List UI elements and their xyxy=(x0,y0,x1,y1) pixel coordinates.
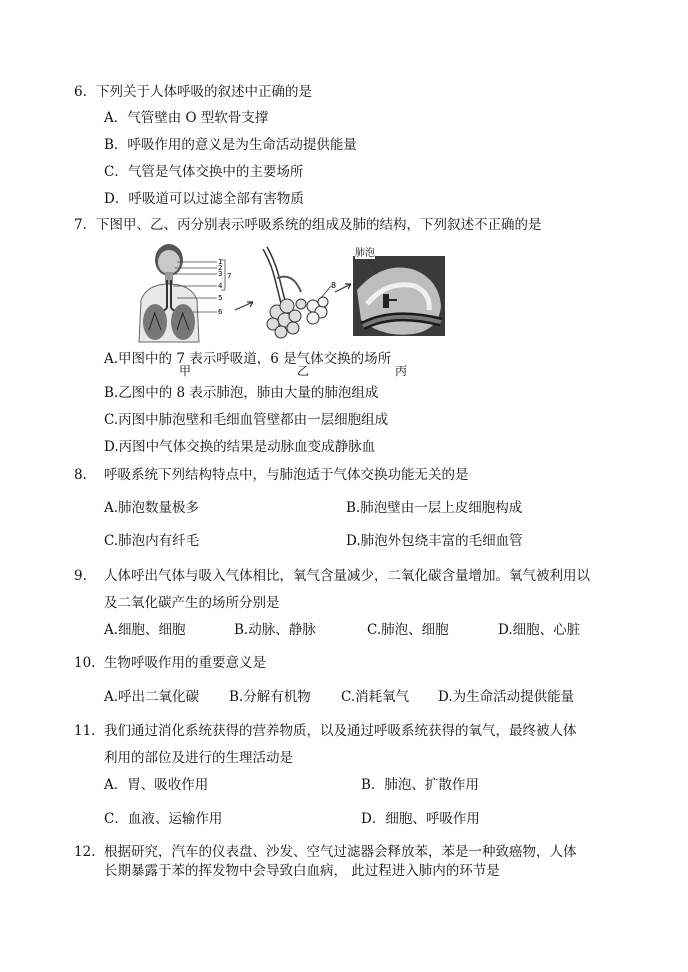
callout-8: 8 xyxy=(331,281,337,290)
question-11-option-a: A．胃、吸收作用 xyxy=(104,777,209,793)
question-12-stem-line-2: 长期暴露于苯的挥发物中会导致白血病， 此过程进入肺内的环节是 xyxy=(104,863,500,879)
question-8-stem: 呼吸系统下列结构特点中，与肺泡适于气体交换功能无关的是 xyxy=(104,467,469,483)
question-11-option-c: C．血液、运输作用 xyxy=(104,811,223,827)
callout-2: 2 xyxy=(218,264,223,272)
question-9-option-d: D.细胞、心脏 xyxy=(498,622,581,638)
question-11-stem-line-2: 利用的部位及进行的生理活动是 xyxy=(104,750,293,766)
question-6-stem: 下列关于人体呼吸的叙述中正确的是 xyxy=(96,84,312,100)
question-10-number: 10. xyxy=(74,655,96,671)
question-11-number: 11. xyxy=(74,723,96,739)
question-9-number: 9. xyxy=(74,568,87,584)
figure-jia-respiratory-system xyxy=(137,242,237,360)
question-8-number: 8. xyxy=(74,467,87,483)
question-9-stem-line-1: 人体呼出气体与吸入气体相比，氧气含量减少，二氧化碳含量增加。氧气被利用以 xyxy=(104,568,590,584)
question-7-option-d: D.丙图中气体交换的结果是动脉血变成静脉血 xyxy=(104,439,376,455)
question-8-option-d: D.肺泡外包绕丰富的毛细血管 xyxy=(346,533,523,549)
figure-yi-alveoli xyxy=(257,242,347,360)
question-9-option-a: A.细胞、细胞 xyxy=(104,622,186,638)
question-10-option-d: D.为生命活动提供能量 xyxy=(438,689,575,705)
question-10-option-c: C.消耗氧气 xyxy=(341,689,410,705)
question-10-option-b: B.分解有机物 xyxy=(229,689,311,705)
question-11-option-b: B．肺泡、扩散作用 xyxy=(361,777,479,793)
arrow-icon xyxy=(233,298,259,314)
question-7-option-c: C.丙图中肺泡壁和毛细血管壁都由一层细胞组成 xyxy=(104,412,389,428)
question-7-option-a: A.甲图中的 7 表示呼吸道，6 是气体交换的场所 xyxy=(104,351,392,367)
question-7-number: 7. xyxy=(74,217,87,233)
figure-label-bing: 丙 xyxy=(395,364,408,378)
question-10-stem: 生物呼吸作用的重要意义是 xyxy=(104,655,266,671)
question-11-option-d: D．细胞、呼吸作用 xyxy=(361,811,480,827)
question-10-option-a: A.呼出二氧化碳 xyxy=(104,689,200,705)
callout-alveolus: 肺泡 xyxy=(355,248,375,259)
question-6-option-a: A．气管壁由 O 型软骨支撑 xyxy=(104,110,269,126)
callout-5: 5 xyxy=(218,294,223,302)
callout-6: 6 xyxy=(218,308,223,316)
callout-1: 1 xyxy=(218,258,223,266)
question-8-option-a: A.肺泡数量极多 xyxy=(104,500,200,516)
question-8-option-b: B.肺泡壁由一层上皮细胞构成 xyxy=(346,500,523,516)
question-8-option-c: C.肺泡内有纤毛 xyxy=(104,533,200,549)
figure-label-jia: 甲 xyxy=(179,364,192,378)
question-6-option-b: B．呼吸作用的意义是为生命活动提供能量 xyxy=(104,137,357,153)
figure-label-yi: 乙 xyxy=(297,364,310,378)
question-7-stem: 下图甲、乙、丙分别表示呼吸系统的组成及肺的结构，下列叙述不正确的是 xyxy=(96,217,542,233)
figure-bing-gas-exchange xyxy=(353,250,445,360)
question-11-stem-line-1: 我们通过消化系统获得的营养物质，以及通过呼吸系统获得的氧气，最终被人体 xyxy=(104,723,577,739)
question-9-option-b: B.动脉、静脉 xyxy=(234,622,316,638)
callout-3: 3 xyxy=(218,270,223,278)
question-9-option-c: C.肺泡、细胞 xyxy=(367,622,449,638)
question-12-number: 12. xyxy=(74,844,96,860)
question-6-option-d: D．呼吸道可以过滤全部有害物质 xyxy=(104,191,304,207)
callout-7: 7 xyxy=(227,272,232,280)
question-7-option-b: B.乙图中的 8 表示肺泡，肺由大量的肺泡组成 xyxy=(104,385,379,401)
question-9-stem-line-2: 及二氧化碳产生的场所分别是 xyxy=(104,595,280,611)
question-6-number: 6. xyxy=(74,84,87,100)
question-6-option-c: C．气管是气体交换中的主要场所 xyxy=(104,164,304,180)
callout-4: 4 xyxy=(218,282,223,290)
question-12-stem-line-1: 根据研究，汽车的仪表盘、沙发、空气过滤器会释放苯，苯是一种致癌物，人体 xyxy=(104,844,577,860)
